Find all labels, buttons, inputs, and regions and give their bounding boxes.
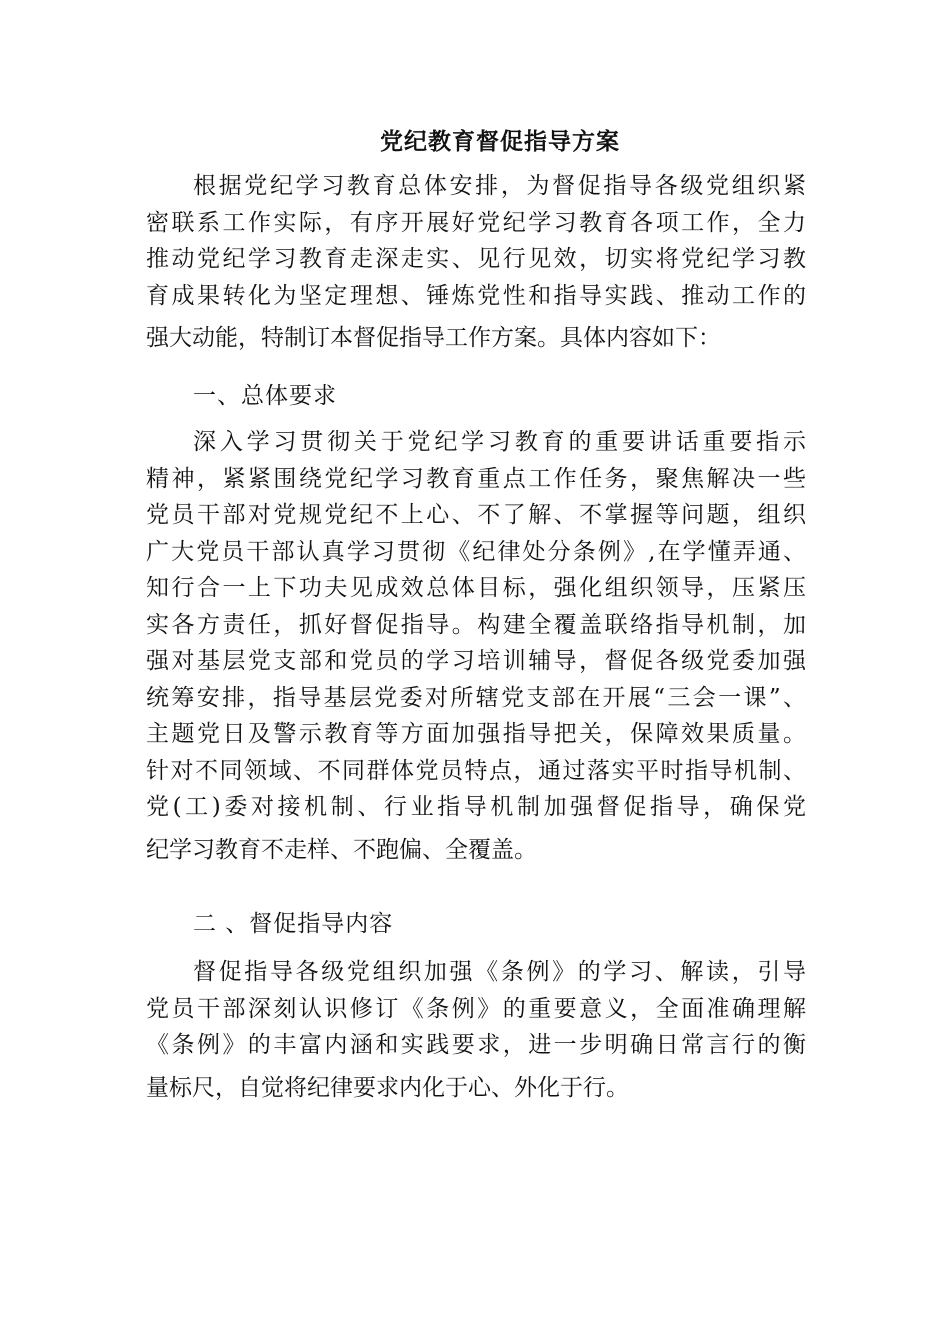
section1-line: 党员干部对党规党纪不上心、不了解、不掌握等问题，组织 — [146, 502, 806, 528]
section1-heading: 一、总体要求 — [193, 383, 337, 409]
section2-line: 党员干部深刻认识修订《条例》的重要意义，全面准确理解 — [146, 995, 806, 1022]
section2-line: 量标尺，自觉将纪律要求内化于心、外化于行。 — [146, 1074, 629, 1101]
section1-line: 主题党日及警示教育等方面加强指导把关，保障效果质量。 — [146, 721, 806, 747]
section1-line: 精神，紧紧围绕党纪学习教育重点工作任务，聚焦解决一些 — [146, 465, 806, 492]
section1-line: 知行合一上下功夫见成效总体目标，强化组织领导，压紧压 — [146, 575, 806, 601]
section2-paragraph — [146, 954, 806, 1106]
section1-line: 强对基层党支部和党员的学习培训辅导，督促各级党委加强 — [146, 648, 806, 674]
intro-paragraph — [146, 168, 806, 357]
intro-line: 推动党纪学习教育走深走实、见行见效，切实将党纪学习教 — [146, 246, 806, 272]
section1-line: 广大党员干部认真学习贯彻《纪律处分条例》,在学懂弄通、 — [146, 538, 806, 565]
section1-line: 针对不同领域、不同群体党员特点，通过落实平时指导机制、 — [146, 757, 806, 784]
section1-line: 党(工)委对接机制、行业指导机制加强督促指导，确保党 — [146, 794, 806, 820]
section2-line: 督促指导各级党组织加强《条例》的学习、解读，引导 — [193, 959, 806, 985]
section1-line: 深入学习贯彻关于党纪学习教育的重要讲话重要指示 — [193, 429, 806, 455]
intro-line: 密联系工作实际，有序开展好党纪学习教育各项工作，全力 — [146, 209, 806, 236]
section1-line: 纪学习教育不走样、不跑偏、全覆盖。 — [146, 836, 537, 863]
intro-line: 根据党纪学习教育总体安排，为督促指导各级党组织紧 — [193, 173, 806, 199]
document-title: 党纪教育督促指导方案 — [380, 128, 620, 155]
intro-line: 强大动能，特制订本督促指导工作方案。具体内容如下： — [146, 325, 721, 351]
section1-paragraph — [146, 424, 806, 868]
section2-heading: 二 、督促指导内容 — [193, 911, 394, 937]
section1-line: 实各方责任，抓好督促指导。构建全覆盖联络指导机制，加 — [146, 611, 806, 638]
section1-line: 统筹安排，指导基层党委对所辖党支部在开展“三会一课”、 — [146, 684, 806, 711]
intro-line: 育成果转化为坚定理想、锤炼党性和指导实践、推动工作的 — [146, 282, 806, 309]
section2-line: 《条例》的丰富内涵和实践要求，进一步明确日常言行的衡 — [146, 1032, 806, 1058]
